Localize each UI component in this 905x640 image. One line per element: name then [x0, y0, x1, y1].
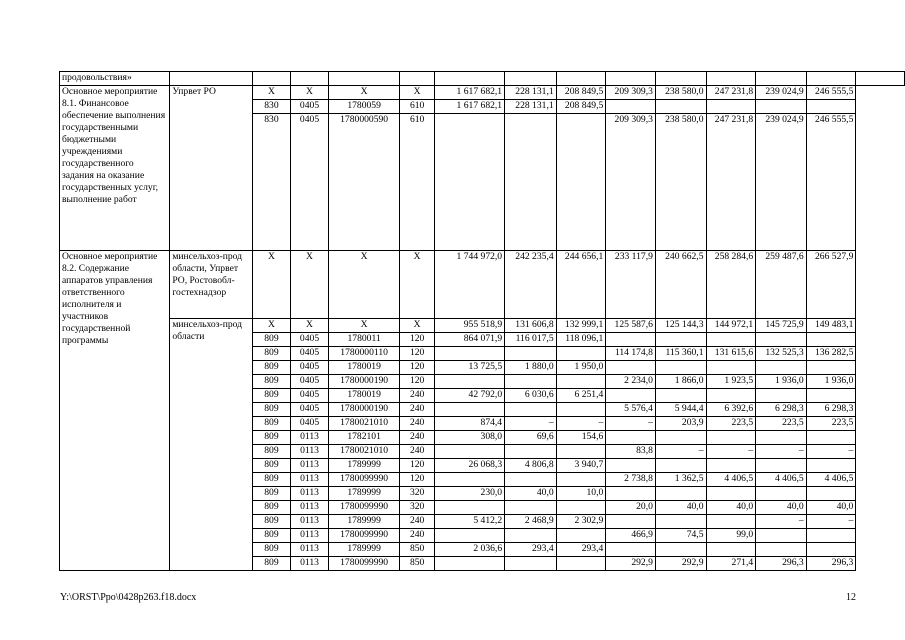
- amount-cell: 4 806,8: [505, 459, 557, 473]
- grbs-cell: 809: [252, 389, 290, 403]
- amount-cell: 116 017,5: [505, 333, 557, 347]
- amount-cell: 2 468,9: [505, 515, 557, 529]
- table-row: [60, 319, 905, 333]
- vr-cell: 120: [400, 361, 435, 375]
- vr-cell: 240: [400, 529, 435, 543]
- amount-cell: 293,4: [556, 543, 606, 557]
- amount-cell: 40,0: [756, 501, 807, 515]
- rzpr-cell: X: [290, 251, 328, 319]
- amount-cell: 266 527,9: [806, 251, 856, 319]
- table-row: [60, 86, 905, 100]
- amount-cell: 42 792,0: [435, 389, 505, 403]
- amount-cell: –: [505, 417, 557, 431]
- amount-cell: [756, 100, 807, 114]
- amount-cell: 115 360,1: [655, 347, 706, 361]
- csr-cell: 1780099990: [329, 473, 400, 487]
- vr-cell: 240: [400, 515, 435, 529]
- grbs-cell: 809: [252, 529, 290, 543]
- rzpr-cell: 0405: [290, 361, 328, 375]
- empty-cell: [252, 72, 290, 86]
- amount-cell: 203,9: [655, 417, 706, 431]
- amount-cell: [606, 100, 656, 114]
- amount-cell: [556, 529, 606, 543]
- amount-cell: 125 144,3: [655, 319, 706, 333]
- amount-cell: [606, 431, 656, 445]
- amount-cell: 466,9: [606, 529, 656, 543]
- amount-cell: 131 606,8: [505, 319, 557, 333]
- csr-cell: X: [329, 319, 400, 333]
- vr-cell: 610: [400, 114, 435, 251]
- amount-cell: [655, 389, 706, 403]
- amount-cell: [655, 333, 706, 347]
- amount-cell: [756, 487, 807, 501]
- amount-cell: [606, 543, 656, 557]
- amount-cell: 6 251,4: [556, 389, 606, 403]
- empty-cell: [655, 72, 706, 86]
- amount-cell: [606, 333, 656, 347]
- grbs-cell: 809: [252, 459, 290, 473]
- vr-cell: 120: [400, 473, 435, 487]
- csr-cell: 1780021010: [329, 417, 400, 431]
- measure-name-cell: Основное мероприятие 8.1. Финансовое обеспечение выполнения государственными бюджетными учреждениями государственного задания на оказание государственных услуг, выполнение работ: [60, 86, 170, 251]
- grbs-cell: 809: [252, 501, 290, 515]
- amount-cell: 1 950,0: [556, 361, 606, 375]
- amount-cell: –: [606, 417, 656, 431]
- amount-cell: [806, 543, 856, 557]
- amount-cell: 233 117,9: [606, 251, 656, 319]
- amount-cell: [655, 543, 706, 557]
- amount-cell: 247 231,8: [706, 114, 756, 251]
- rzpr-cell: 0405: [290, 417, 328, 431]
- amount-cell: 5 576,4: [606, 403, 656, 417]
- amount-cell: 4 406,5: [706, 473, 756, 487]
- amount-cell: [606, 515, 656, 529]
- amount-cell: [806, 361, 856, 375]
- grbs-cell: 809: [252, 431, 290, 445]
- amount-cell: [505, 445, 557, 459]
- amount-cell: [435, 557, 505, 571]
- amount-cell: 874,4: [435, 417, 505, 431]
- csr-cell: 1789999: [329, 515, 400, 529]
- empty-cell: [556, 72, 606, 86]
- amount-cell: [806, 529, 856, 543]
- amount-cell: 125 587,6: [606, 319, 656, 333]
- amount-cell: [435, 445, 505, 459]
- amount-cell: 154,6: [556, 431, 606, 445]
- vr-cell: 120: [400, 459, 435, 473]
- amount-cell: 114 174,8: [606, 347, 656, 361]
- amount-cell: 238 580,0: [655, 114, 706, 251]
- amount-cell: [706, 515, 756, 529]
- vr-cell: 240: [400, 445, 435, 459]
- amount-cell: 209 309,3: [606, 114, 656, 251]
- amount-cell: [706, 389, 756, 403]
- grbs-cell: 809: [252, 487, 290, 501]
- rzpr-cell: 0405: [290, 333, 328, 347]
- amount-cell: 223,5: [806, 417, 856, 431]
- amount-cell: [806, 487, 856, 501]
- amount-cell: [556, 347, 606, 361]
- csr-cell: 1780099990: [329, 557, 400, 571]
- grbs-cell: 809: [252, 515, 290, 529]
- amount-cell: –: [706, 445, 756, 459]
- csr-cell: 1780000110: [329, 347, 400, 361]
- amount-cell: 4 406,5: [756, 473, 807, 487]
- vr-cell: 850: [400, 557, 435, 571]
- rzpr-cell: 0405: [290, 114, 328, 251]
- amount-cell: 40,0: [706, 501, 756, 515]
- empty-cell: [756, 72, 807, 86]
- grbs-cell: 809: [252, 543, 290, 557]
- amount-cell: 10,0: [556, 487, 606, 501]
- amount-cell: –: [756, 445, 807, 459]
- rzpr-cell: 0113: [290, 473, 328, 487]
- rzpr-cell: 0405: [290, 389, 328, 403]
- amount-cell: 99,0: [706, 529, 756, 543]
- csr-cell: 1780099990: [329, 529, 400, 543]
- amount-cell: 1 936,0: [756, 375, 807, 389]
- amount-cell: 239 024,9: [756, 86, 807, 100]
- vr-cell: X: [400, 251, 435, 319]
- amount-cell: 292,9: [606, 557, 656, 571]
- empty-cell: [329, 72, 400, 86]
- csr-cell: 1780011: [329, 333, 400, 347]
- amount-cell: 242 235,4: [505, 251, 557, 319]
- amount-cell: 1 744 972,0: [435, 251, 505, 319]
- amount-cell: 247 231,8: [706, 86, 756, 100]
- amount-cell: 271,4: [706, 557, 756, 571]
- amount-cell: 238 580,0: [655, 86, 706, 100]
- csr-cell: 1789999: [329, 543, 400, 557]
- csr-cell: 1780000190: [329, 403, 400, 417]
- amount-cell: 145 725,9: [756, 319, 807, 333]
- rzpr-cell: 0113: [290, 557, 328, 571]
- amount-cell: [756, 543, 807, 557]
- amount-cell: 1 880,0: [505, 361, 557, 375]
- amount-cell: [655, 515, 706, 529]
- amount-cell: 296,3: [756, 557, 807, 571]
- amount-cell: [505, 403, 557, 417]
- amount-cell: [606, 361, 656, 375]
- amount-cell: 40,0: [655, 501, 706, 515]
- amount-cell: [606, 389, 656, 403]
- amount-cell: 296,3: [806, 557, 856, 571]
- amount-cell: 26 068,3: [435, 459, 505, 473]
- amount-cell: 2 738,8: [606, 473, 656, 487]
- amount-cell: [655, 459, 706, 473]
- amount-cell: [556, 501, 606, 515]
- csr-cell: X: [329, 86, 400, 100]
- amount-cell: [756, 459, 807, 473]
- rzpr-cell: 0113: [290, 515, 328, 529]
- amount-cell: 144 972,1: [706, 319, 756, 333]
- amount-cell: 955 518,9: [435, 319, 505, 333]
- rzpr-cell: 0405: [290, 403, 328, 417]
- amount-cell: 223,5: [756, 417, 807, 431]
- grbs-cell: X: [252, 86, 290, 100]
- amount-cell: –: [756, 515, 807, 529]
- amount-cell: 131 615,6: [706, 347, 756, 361]
- amount-cell: [756, 333, 807, 347]
- amount-cell: [706, 487, 756, 501]
- amount-cell: 40,0: [806, 501, 856, 515]
- amount-cell: –: [655, 445, 706, 459]
- grbs-cell: X: [252, 251, 290, 319]
- rzpr-cell: 0113: [290, 501, 328, 515]
- amount-cell: 230,0: [435, 487, 505, 501]
- amount-cell: 258 284,6: [706, 251, 756, 319]
- amount-cell: 1 362,5: [655, 473, 706, 487]
- grbs-cell: 809: [252, 473, 290, 487]
- grbs-cell: 809: [252, 557, 290, 571]
- amount-cell: 83,8: [606, 445, 656, 459]
- csr-cell: 1780021010: [329, 445, 400, 459]
- vr-cell: 850: [400, 543, 435, 557]
- amount-cell: [606, 459, 656, 473]
- amount-cell: [806, 333, 856, 347]
- amount-cell: 132 525,3: [756, 347, 807, 361]
- measure-name-cell: продовольствия»: [60, 72, 170, 86]
- amount-cell: [655, 431, 706, 445]
- table-row: [60, 72, 905, 86]
- amount-cell: 223,5: [706, 417, 756, 431]
- grbs-cell: 809: [252, 333, 290, 347]
- empty-cell: [706, 72, 756, 86]
- amount-cell: 4 406,5: [806, 473, 856, 487]
- csr-cell: 1789999: [329, 459, 400, 473]
- amount-cell: [806, 100, 856, 114]
- footer-file-path: Y:\ORST\Ppo\0428p263.f18.docx: [60, 592, 197, 603]
- amount-cell: [806, 389, 856, 403]
- vr-cell: 610: [400, 100, 435, 114]
- vr-cell: 240: [400, 403, 435, 417]
- amount-cell: 1 923,5: [706, 375, 756, 389]
- amount-cell: [756, 431, 807, 445]
- amount-cell: [505, 114, 557, 251]
- amount-cell: 864 071,9: [435, 333, 505, 347]
- amount-cell: 132 999,1: [556, 319, 606, 333]
- grbs-cell: 809: [252, 417, 290, 431]
- csr-cell: 1780059: [329, 100, 400, 114]
- amount-cell: [556, 114, 606, 251]
- rzpr-cell: 0113: [290, 445, 328, 459]
- empty-cell: [435, 72, 505, 86]
- empty-cell: [606, 72, 656, 86]
- amount-cell: [806, 431, 856, 445]
- amount-cell: [435, 501, 505, 515]
- vr-cell: 240: [400, 417, 435, 431]
- amount-cell: 3 940,7: [556, 459, 606, 473]
- amount-cell: [435, 347, 505, 361]
- amount-cell: [505, 529, 557, 543]
- empty-cell: [400, 72, 435, 86]
- amount-cell: 1 617 682,1: [435, 86, 505, 100]
- vr-cell: 320: [400, 501, 435, 515]
- amount-cell: [756, 389, 807, 403]
- csr-cell: 1782101: [329, 431, 400, 445]
- amount-cell: 5 412,2: [435, 515, 505, 529]
- grbs-cell: 809: [252, 403, 290, 417]
- grbs-cell: 809: [252, 361, 290, 375]
- amount-cell: –: [806, 515, 856, 529]
- csr-cell: 1780019: [329, 389, 400, 403]
- amount-cell: –: [556, 417, 606, 431]
- grbs-cell: 809: [252, 375, 290, 389]
- amount-cell: [655, 361, 706, 375]
- vr-cell: 120: [400, 347, 435, 361]
- amount-cell: 292,9: [655, 557, 706, 571]
- amount-cell: 20,0: [606, 501, 656, 515]
- csr-cell: 1780000190: [329, 375, 400, 389]
- amount-cell: 1 866,0: [655, 375, 706, 389]
- amount-cell: [706, 361, 756, 375]
- rzpr-cell: 0405: [290, 375, 328, 389]
- amount-cell: [806, 459, 856, 473]
- amount-cell: 1 936,0: [806, 375, 856, 389]
- vr-cell: 240: [400, 431, 435, 445]
- footer-page-number: 12: [846, 592, 856, 603]
- amount-cell: 149 483,1: [806, 319, 856, 333]
- csr-cell: 1780099990: [329, 501, 400, 515]
- rzpr-cell: 0113: [290, 543, 328, 557]
- amount-cell: [505, 347, 557, 361]
- vr-cell: 120: [400, 333, 435, 347]
- grbs-cell: X: [252, 319, 290, 333]
- amount-cell: [756, 361, 807, 375]
- grbs-cell: 809: [252, 347, 290, 361]
- rzpr-cell: 0405: [290, 100, 328, 114]
- rzpr-cell: 0113: [290, 487, 328, 501]
- empty-cell: [170, 72, 253, 86]
- amount-cell: 6 298,3: [806, 403, 856, 417]
- amount-cell: [556, 375, 606, 389]
- amount-cell: 74,5: [655, 529, 706, 543]
- grbs-cell: 830: [252, 100, 290, 114]
- amount-cell: [655, 100, 706, 114]
- amount-cell: [706, 459, 756, 473]
- amount-cell: [556, 557, 606, 571]
- amount-cell: 2 036,6: [435, 543, 505, 557]
- amount-cell: [505, 501, 557, 515]
- amount-cell: 228 131,1: [505, 86, 557, 100]
- rzpr-cell: 0113: [290, 431, 328, 445]
- amount-cell: 1 617 682,1: [435, 100, 505, 114]
- amount-cell: [435, 529, 505, 543]
- amount-cell: 5 944,4: [655, 403, 706, 417]
- empty-cell: [806, 72, 856, 86]
- csr-cell: 1780000590: [329, 114, 400, 251]
- amount-cell: 2 302,9: [556, 515, 606, 529]
- amount-cell: [706, 100, 756, 114]
- amount-cell: 13 725,5: [435, 361, 505, 375]
- amount-cell: 293,4: [505, 543, 557, 557]
- amount-cell: 6 030,6: [505, 389, 557, 403]
- empty-cell: [505, 72, 557, 86]
- amount-cell: 208 849,5: [556, 100, 606, 114]
- amount-cell: [706, 543, 756, 557]
- vr-cell: 120: [400, 375, 435, 389]
- csr-cell: 1780019: [329, 361, 400, 375]
- budget-table: [59, 71, 905, 571]
- amount-cell: 208 849,5: [556, 86, 606, 100]
- amount-cell: [556, 403, 606, 417]
- amount-cell: 246 555,5: [806, 114, 856, 251]
- amount-cell: 2 234,0: [606, 375, 656, 389]
- executor-cell: минсельхоз-прод области: [170, 319, 253, 571]
- amount-cell: 6 298,3: [756, 403, 807, 417]
- amount-cell: 6 392,6: [706, 403, 756, 417]
- amount-cell: [435, 114, 505, 251]
- vr-cell: X: [400, 86, 435, 100]
- vr-cell: X: [400, 319, 435, 333]
- measure-name-cell: Основное мероприятие 8.2. Содержание аппаратов управления ответственного исполнителя и участников государственной программы: [60, 251, 170, 571]
- amount-cell: [655, 487, 706, 501]
- amount-cell: [505, 557, 557, 571]
- table-row: [60, 251, 905, 319]
- rzpr-cell: X: [290, 319, 328, 333]
- amount-cell: 118 096,1: [556, 333, 606, 347]
- amount-cell: 239 024,9: [756, 114, 807, 251]
- empty-cell: [290, 72, 328, 86]
- csr-cell: 1789999: [329, 487, 400, 501]
- amount-cell: 228 131,1: [505, 100, 557, 114]
- amount-cell: [606, 487, 656, 501]
- amount-cell: 40,0: [505, 487, 557, 501]
- amount-cell: 244 656,1: [556, 251, 606, 319]
- amount-cell: 246 555,5: [806, 86, 856, 100]
- amount-cell: [556, 473, 606, 487]
- amount-cell: 136 282,5: [806, 347, 856, 361]
- executor-cell: Упрвет РО: [170, 86, 253, 251]
- amount-cell: [706, 431, 756, 445]
- amount-cell: [556, 445, 606, 459]
- amount-cell: [435, 473, 505, 487]
- amount-cell: 209 309,3: [606, 86, 656, 100]
- csr-cell: X: [329, 251, 400, 319]
- amount-cell: 259 487,6: [756, 251, 807, 319]
- amount-cell: –: [806, 445, 856, 459]
- vr-cell: 240: [400, 389, 435, 403]
- grbs-cell: 809: [252, 445, 290, 459]
- rzpr-cell: 0113: [290, 529, 328, 543]
- amount-cell: 69,6: [505, 431, 557, 445]
- amount-cell: [505, 375, 557, 389]
- amount-cell: [706, 333, 756, 347]
- rzpr-cell: 0113: [290, 459, 328, 473]
- empty-cell: [856, 72, 905, 86]
- amount-cell: [435, 403, 505, 417]
- rzpr-cell: 0405: [290, 347, 328, 361]
- executor-cell: минсельхоз-прод области, Упрвет РО, Ростовобл-гостехнадзор: [170, 251, 253, 319]
- amount-cell: [435, 375, 505, 389]
- rzpr-cell: X: [290, 86, 328, 100]
- amount-cell: 240 662,5: [655, 251, 706, 319]
- vr-cell: 320: [400, 487, 435, 501]
- amount-cell: [756, 529, 807, 543]
- grbs-cell: 830: [252, 114, 290, 251]
- amount-cell: 308,0: [435, 431, 505, 445]
- amount-cell: [505, 473, 557, 487]
